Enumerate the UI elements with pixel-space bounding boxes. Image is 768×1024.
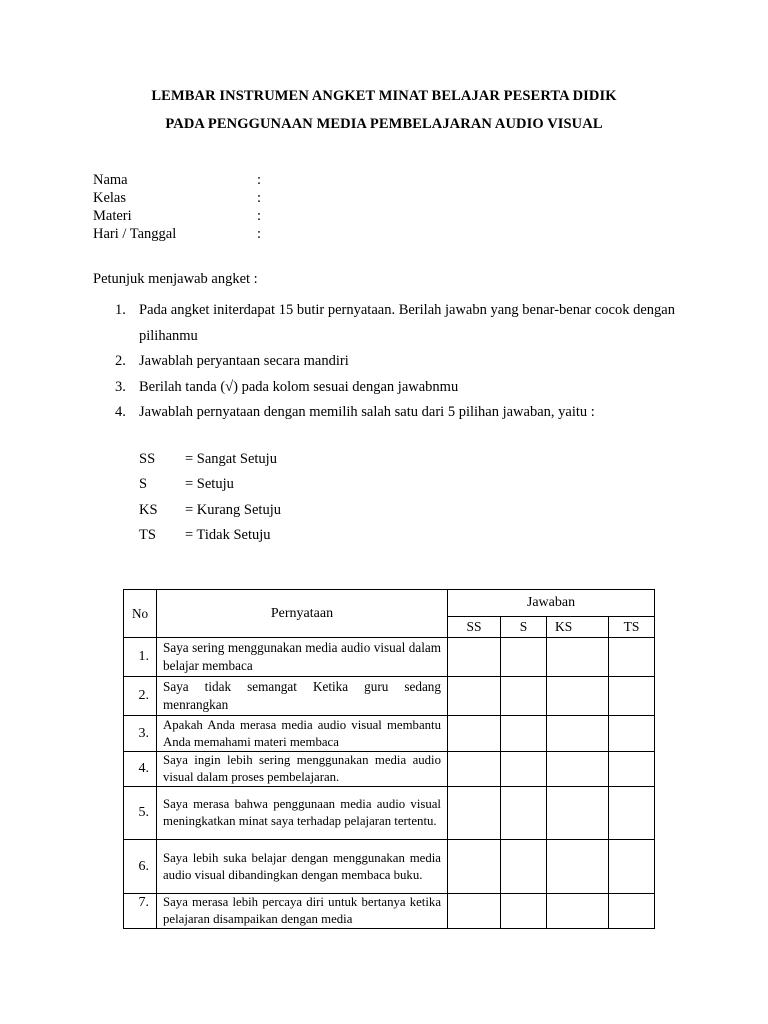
instruction-number: 4. — [115, 404, 126, 420]
legend-meaning: = Tidak Setuju — [185, 526, 271, 543]
answer-cell-ss[interactable] — [448, 787, 501, 840]
answer-cell-ss[interactable] — [448, 677, 501, 716]
answer-cell-s[interactable] — [501, 752, 547, 787]
identity-label: Hari / Tanggal — [93, 226, 177, 242]
answer-cell-ss[interactable] — [448, 752, 501, 787]
instruction-text: Jawablah pernyataan dengan memilih salah satu dari 5 pilihan jawaban, yaitu : — [139, 404, 595, 420]
instruction-number: 1. — [115, 302, 126, 318]
answer-cell-s[interactable] — [501, 716, 547, 752]
table-row — [124, 787, 655, 840]
instruction-number: 2. — [115, 353, 126, 369]
answer-cell-ss[interactable] — [448, 840, 501, 894]
table-row — [124, 840, 655, 894]
row-number: 4. — [124, 752, 157, 787]
legend-row — [139, 526, 281, 551]
identity-row-nama — [93, 171, 267, 189]
legend-row — [139, 475, 281, 500]
legend-meaning: = Setuju — [185, 476, 234, 493]
column-header-answer: Jawaban — [448, 590, 655, 617]
identity-colon: : — [257, 190, 262, 206]
row-number: 5. — [124, 787, 157, 840]
legend-meaning: = Sangat Setuju — [185, 451, 277, 467]
document-title-line-1: LEMBAR INSTRUMEN ANGKET MINAT BELAJAR PESERTA DIDIK — [151, 88, 617, 104]
identity-colon: : — [257, 208, 262, 224]
row-number: 7. — [124, 894, 157, 929]
row-number: 2. — [124, 677, 157, 716]
answer-cell-ks[interactable] — [547, 840, 609, 894]
identity-label: Kelas — [93, 190, 127, 206]
answer-cell-s[interactable] — [501, 840, 547, 894]
answer-cell-ts[interactable] — [609, 787, 655, 840]
instruction-text: Pada angket initerdapat 15 butir pernyataan. Berilah jawabn yang benar-benar cocok dengan pilihanmu — [139, 302, 675, 344]
instruction-text: Jawablah peryantaan secara mandiri — [139, 353, 349, 369]
answer-cell-ks[interactable] — [547, 677, 609, 716]
instructions-list — [115, 298, 675, 426]
answer-cell-ts[interactable] — [609, 840, 655, 894]
legend-row — [139, 450, 281, 475]
identity-label: Nama — [93, 172, 128, 188]
row-statement: Saya sering menggunakan media audio visual dalam belajar membaca — [157, 638, 448, 677]
legend-code: S — [139, 476, 148, 493]
document-title-line-2: PADA PENGGUNAAN MEDIA PEMBELAJARAN AUDIO VISUAL — [165, 116, 603, 132]
row-statement: Apakah Anda merasa media audio visual membantu Anda memahami materi membaca — [157, 716, 448, 752]
answer-cell-ks[interactable] — [547, 716, 609, 752]
answer-cell-ts[interactable] — [609, 677, 655, 716]
answer-cell-s[interactable] — [501, 677, 547, 716]
legend-code: SS — [139, 451, 156, 467]
option-header-s: S — [501, 617, 547, 638]
table-row — [124, 752, 655, 787]
option-header-ks: KS — [547, 617, 609, 638]
instruction-item — [115, 400, 675, 426]
answer-cell-ss[interactable] — [448, 716, 501, 752]
answer-cell-ts[interactable] — [609, 894, 655, 929]
table-row — [124, 677, 655, 716]
answer-cell-ks[interactable] — [547, 787, 609, 840]
identity-colon: : — [257, 226, 262, 242]
column-header-no: No — [124, 590, 157, 638]
identity-colon: : — [257, 172, 262, 188]
legend-code: TS — [139, 526, 156, 543]
answer-cell-s[interactable] — [501, 638, 547, 677]
instruction-number: 3. — [115, 378, 126, 395]
answer-cell-s[interactable] — [501, 787, 547, 840]
row-number: 3. — [124, 716, 157, 752]
identity-row-hari-tanggal — [93, 225, 267, 243]
answer-cell-ks[interactable] — [547, 638, 609, 677]
row-statement: Saya lebih suka belajar dengan menggunakan media audio visual dibandingkan dengan membaca buku. — [157, 840, 448, 894]
answer-cell-ts[interactable] — [609, 716, 655, 752]
answer-legend — [139, 450, 281, 551]
identity-row-materi — [93, 207, 267, 225]
table-row — [124, 894, 655, 929]
legend-code: KS — [139, 501, 158, 518]
row-number: 1. — [124, 638, 157, 677]
column-header-statement: Pernyataan — [157, 590, 448, 638]
answer-cell-ts[interactable] — [609, 638, 655, 677]
instruction-item — [115, 298, 675, 349]
row-statement: Saya tidak semangat Ketika guru sedang menrangkan — [157, 677, 448, 716]
instruction-item — [115, 349, 675, 375]
row-statement: Saya merasa bahwa penggunaan media audio visual meningkatkan minat saya terhadap pelajaran tertentu. — [157, 787, 448, 840]
instruction-item — [115, 375, 675, 401]
answer-cell-ks[interactable] — [547, 894, 609, 929]
answer-cell-ks[interactable] — [547, 752, 609, 787]
table-row — [124, 638, 655, 677]
answer-cell-s[interactable] — [501, 894, 547, 929]
answer-cell-ts[interactable] — [609, 752, 655, 787]
option-header-ss: SS — [448, 617, 501, 638]
option-header-ts: TS — [609, 617, 655, 638]
legend-meaning: = Kurang Setuju — [185, 501, 281, 518]
identity-section — [93, 171, 267, 243]
row-statement: Saya ingin lebih sering menggunakan media audio visual dalam proses pembelajaran. — [157, 752, 448, 787]
row-statement: Saya merasa lebih percaya diri untuk bertanya ketika pelajaran disampaikan dengan media — [157, 894, 448, 929]
table-row — [124, 716, 655, 752]
answer-cell-ss[interactable] — [448, 894, 501, 929]
identity-row-kelas — [93, 189, 267, 207]
identity-label: Materi — [93, 208, 132, 224]
answer-cell-ss[interactable] — [448, 638, 501, 677]
row-number: 6. — [124, 840, 157, 894]
instructions-heading: Petunjuk menjawab angket : — [93, 271, 258, 287]
legend-row — [139, 501, 281, 526]
instruction-text: Berilah tanda (√) pada kolom sesuai dengan jawabnmu — [139, 378, 459, 395]
questionnaire-table — [123, 589, 655, 929]
